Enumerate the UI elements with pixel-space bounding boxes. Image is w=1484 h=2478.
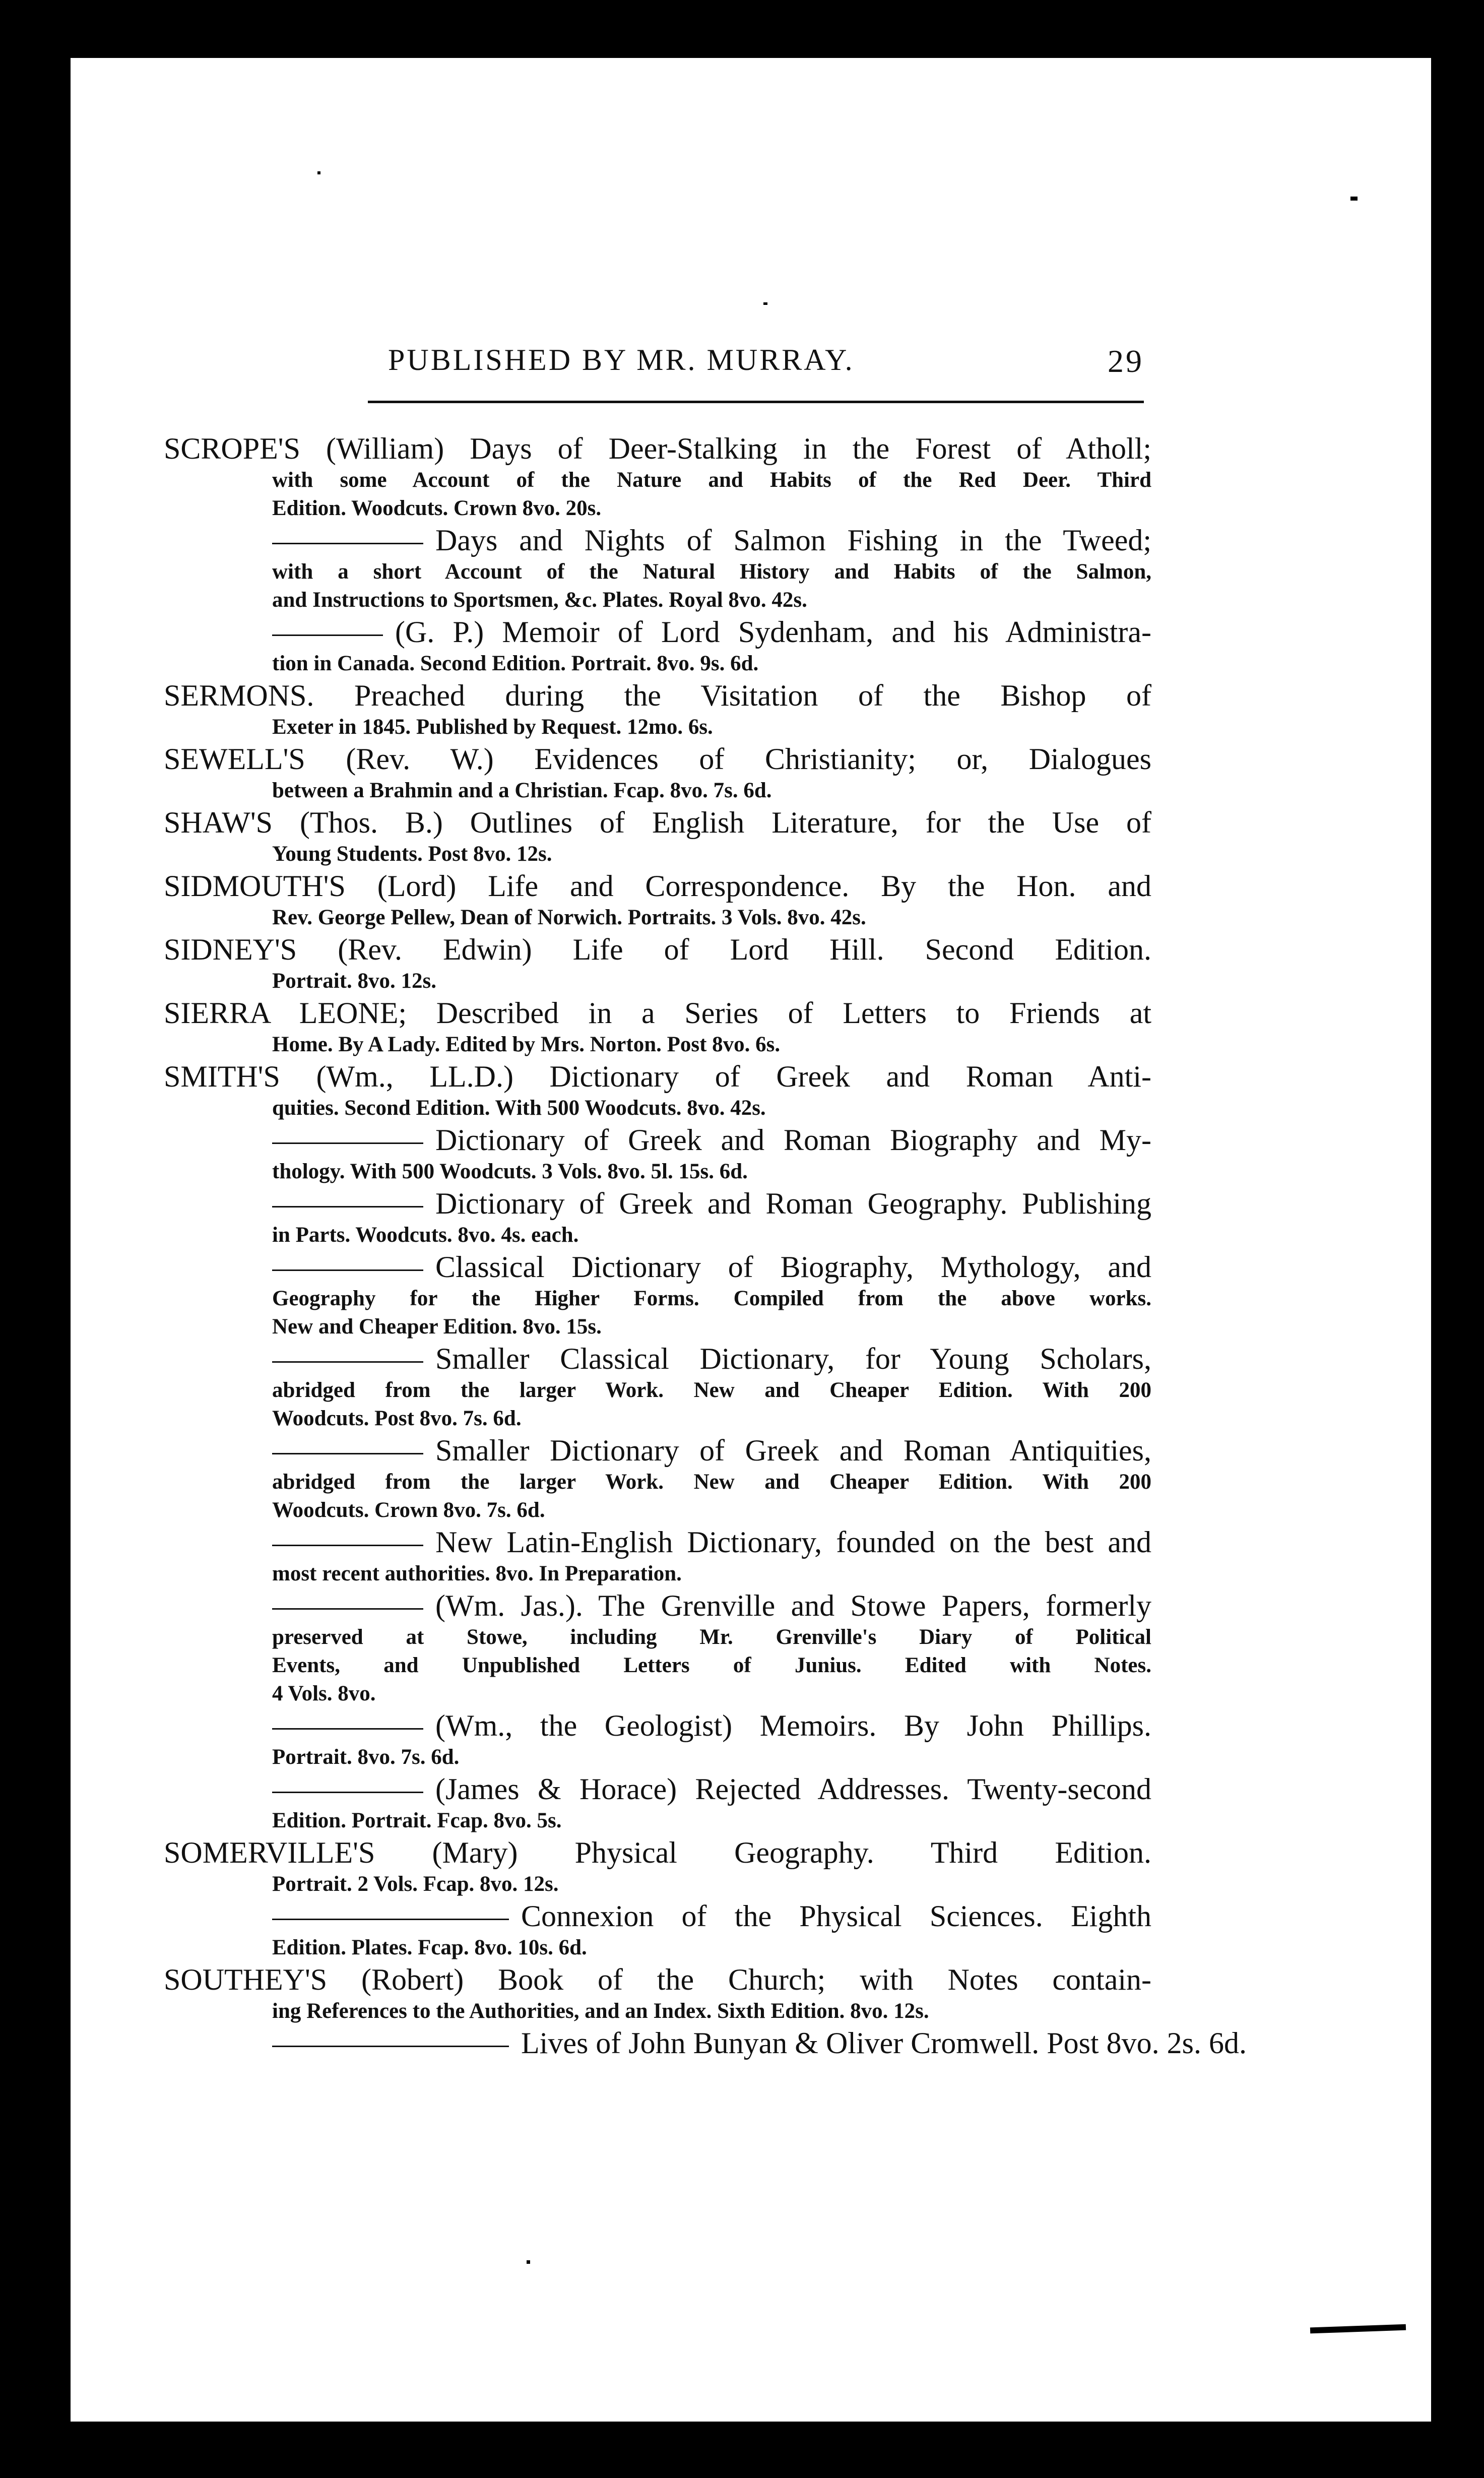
catalogue-entry (164, 1341, 1151, 1433)
entry-detail-line: with some Account of the Nature and Habits of the Red Deer. Third (272, 468, 1151, 492)
catalogue-entry (164, 1059, 1151, 1122)
catalogue-entry (164, 678, 1151, 741)
entry-continuation (164, 1898, 1151, 1934)
entry-detail-line: most recent authorities. 8vo. In Preparation. (272, 1562, 682, 1585)
entry-title-text: SMITH'S (Wm., LL.D.) Dictionary of Greek and Roman Anti- (164, 1060, 1151, 1093)
entry-details (164, 1285, 1151, 1341)
catalogue-entry (164, 1249, 1151, 1341)
catalogue-list (164, 431, 1247, 2061)
entry-heading (164, 932, 1151, 967)
entry-detail-line: Events, and Unpublished Letters of Junius. Edited with Notes. (272, 1654, 1151, 1677)
catalogue-entry (164, 2025, 1247, 2061)
entry-detail-line: preserved at Stowe, including Mr. Grenville's Diary of Political (272, 1625, 1151, 1649)
entry-continuation (164, 1524, 1151, 1560)
ditto-dash (272, 1453, 423, 1454)
entry-details (164, 777, 1151, 805)
catalogue-entry (164, 1433, 1151, 1524)
scan-speck (1350, 197, 1358, 201)
entry-title-text: SEWELL'S (Rev. W.) Evidences of Christianity; or, Dialogues (164, 742, 1151, 776)
scan-speck (763, 302, 767, 305)
entry-detail-line: Rev. George Pellew, Dean of Norwich. Portraits. 3 Vols. 8vo. 42s. (272, 906, 866, 929)
entry-detail-line: Edition. Plates. Fcap. 8vo. 10s. 6d. (272, 1936, 587, 1959)
entry-title-text: SIDNEY'S (Rev. Edwin) Life of Lord Hill. Second Edition. (164, 933, 1151, 966)
entry-title-text: Classical Dictionary of Biography, Mythology, and (435, 1250, 1151, 1284)
entry-title-text: Smaller Classical Dictionary, for Young Scholars, (435, 1342, 1151, 1375)
entry-continuation (164, 2025, 1247, 2061)
ditto-dash (272, 634, 383, 636)
entry-detail-line: with a short Account of the Natural History and Habits of the Salmon, (272, 560, 1151, 584)
entry-heading (164, 868, 1151, 904)
entry-details (164, 1094, 1151, 1122)
entry-title-text: SOMERVILLE'S (Mary) Physical Geography. Third Edition. (164, 1836, 1151, 1869)
ditto-dash (272, 1269, 423, 1271)
entry-details (164, 713, 1151, 741)
catalogue-entry (164, 741, 1151, 805)
entry-detail-line: between a Brahmin and a Christian. Fcap. 8vo. 7s. 6d. (272, 779, 772, 802)
entry-title-text: Smaller Dictionary of Greek and Roman Antiquities, (435, 1434, 1151, 1467)
entry-detail-line: Edition. Portrait. Fcap. 8vo. 5s. (272, 1809, 562, 1832)
catalogue-entry (164, 1122, 1151, 1186)
entry-details (164, 1870, 1151, 1898)
entry-details (164, 1158, 1151, 1186)
entry-detail-line: abridged from the larger Work. New and Cheaper Edition. With 200 (272, 1470, 1151, 1494)
scan-speck (527, 2260, 530, 2264)
catalogue-entry (164, 1835, 1151, 1898)
entry-details (164, 1560, 1151, 1588)
catalogue-entry (164, 1524, 1151, 1588)
ditto-dash (272, 1608, 423, 1610)
entry-details (164, 1031, 1151, 1059)
catalogue-entry (164, 1962, 1151, 2025)
entry-continuation (164, 1122, 1151, 1158)
header-title: PUBLISHED BY MR. MURRAY. (388, 343, 855, 376)
entry-detail-line: Young Students. Post 8vo. 12s. (272, 842, 552, 866)
entry-details (164, 466, 1151, 523)
entry-title-text: (G. P.) Memoir of Lord Sydenham, and his Administra- (395, 615, 1151, 649)
entry-heading (164, 805, 1151, 840)
entry-title-text: SERMONS. Preached during the Visitation of the Bishop of (164, 679, 1151, 712)
entry-details (164, 1376, 1151, 1433)
catalogue-entry (164, 431, 1151, 523)
entry-details (164, 904, 1151, 932)
entry-continuation (164, 1433, 1151, 1468)
scan-speck (317, 171, 320, 174)
ditto-dash (272, 543, 423, 544)
catalogue-entry (164, 995, 1151, 1059)
entry-detail-line: Geography for the Higher Forms. Compiled from the above works. (272, 1287, 1151, 1310)
entry-heading (164, 1835, 1151, 1870)
catalogue-entry (164, 614, 1151, 678)
ditto-dash (272, 1728, 423, 1730)
catalogue-entry (164, 1771, 1151, 1835)
ditto-dash (272, 1545, 423, 1546)
entry-heading (164, 431, 1151, 466)
ditto-dash (272, 1361, 423, 1363)
catalogue-entry (164, 1186, 1151, 1249)
catalogue-entry (164, 932, 1151, 995)
entry-title-text: SHAW'S (Thos. B.) Outlines of English Literature, for the Use of (164, 806, 1151, 839)
entry-detail-line: in Parts. Woodcuts. 8vo. 4s. each. (272, 1223, 579, 1247)
entry-detail-line: New and Cheaper Edition. 8vo. 15s. (272, 1315, 602, 1339)
entry-title-text: Dictionary of Greek and Roman Geography. Publishing (435, 1187, 1151, 1220)
entry-continuation (164, 1708, 1151, 1743)
entry-details (164, 1997, 1151, 2025)
entry-continuation (164, 614, 1151, 650)
entry-heading (164, 678, 1151, 713)
catalogue-entry (164, 1588, 1151, 1708)
entry-title-text: SCROPE'S (William) Days of Deer-Stalking in the Forest of Atholl; (164, 432, 1151, 465)
entry-details (164, 967, 1151, 995)
ditto-dash (272, 1792, 423, 1793)
entry-continuation (164, 1186, 1151, 1221)
entry-title-text: Lives of John Bunyan & Oliver Cromwell. Post 8vo. 2s. 6d. (521, 2026, 1247, 2060)
entry-title-text: SIDMOUTH'S (Lord) Life and Correspondence. By the Hon. and (164, 869, 1151, 903)
entry-detail-line: ing References to the Authorities, and an Index. Sixth Edition. 8vo. 12s. (272, 1999, 929, 2023)
ditto-dash (272, 1142, 423, 1144)
catalogue-entry (164, 868, 1151, 932)
entry-details (164, 1468, 1151, 1524)
entry-title-text: SOUTHEY'S (Robert) Book of the Church; with Notes contain- (164, 1963, 1151, 1996)
entry-detail-line: Exeter in 1845. Published by Request. 12mo. 6s. (272, 715, 713, 739)
entry-title-text: (James & Horace) Rejected Addresses. Twenty-second (435, 1772, 1151, 1806)
entry-detail-line: Edition. Woodcuts. Crown 8vo. 20s. (272, 496, 602, 520)
entry-continuation (164, 1771, 1151, 1807)
entry-continuation (164, 523, 1151, 558)
page-number: 29 (1108, 343, 1144, 379)
entry-continuation (164, 1588, 1151, 1623)
entry-title-text: (Wm. Jas.). The Grenville and Stowe Papers, formerly (435, 1589, 1151, 1622)
entry-detail-line: thology. With 500 Woodcuts. 3 Vols. 8vo. 5l. 15s. 6d. (272, 1160, 748, 1183)
entry-title-text: (Wm., the Geologist) Memoirs. By John Phillips. (435, 1709, 1151, 1742)
entry-details (164, 1743, 1151, 1771)
entry-heading (164, 995, 1151, 1031)
entry-title-text: SIERRA LEONE; Described in a Series of Letters to Friends at (164, 996, 1151, 1030)
entry-title-text: Connexion of the Physical Sciences. Eighth (521, 1899, 1151, 1933)
ditto-dash (272, 1206, 423, 1208)
entry-title-text: New Latin-English Dictionary, founded on the best and (435, 1526, 1151, 1559)
entry-heading (164, 1962, 1151, 1997)
entry-title-text: Days and Nights of Salmon Fishing in the Tweed; (435, 524, 1151, 557)
entry-detail-line: Portrait. 8vo. 7s. 6d. (272, 1745, 460, 1769)
entry-title-text: Dictionary of Greek and Roman Biography and My- (435, 1123, 1151, 1157)
entry-details (164, 558, 1151, 614)
entry-details (164, 840, 1151, 868)
entry-detail-line: tion in Canada. Second Edition. Portrait. 8vo. 9s. 6d. (272, 652, 759, 675)
catalogue-entry (164, 523, 1151, 614)
entry-detail-line: Home. By A Lady. Edited by Mrs. Norton. Post 8vo. 6s. (272, 1033, 781, 1056)
entry-details (164, 1807, 1151, 1835)
header-rule (368, 401, 1144, 403)
entry-detail-line: Portrait. 2 Vols. Fcap. 8vo. 12s. (272, 1872, 559, 1896)
ditto-dash (272, 2046, 509, 2047)
ditto-dash (272, 1919, 509, 1920)
catalogue-entry (164, 1708, 1151, 1771)
entry-detail-line: quities. Second Edition. With 500 Woodcuts. 8vo. 42s. (272, 1096, 766, 1120)
entry-detail-line: Portrait. 8vo. 12s. (272, 969, 437, 993)
entry-details (164, 650, 1151, 678)
entry-continuation (164, 1249, 1151, 1285)
catalogue-entry (164, 805, 1151, 868)
entry-detail-line: Woodcuts. Crown 8vo. 7s. 6d. (272, 1498, 545, 1522)
entry-details (164, 1623, 1151, 1708)
entry-heading (164, 741, 1151, 777)
entry-details (164, 1934, 1151, 1962)
entry-detail-line: abridged from the larger Work. New and Cheaper Edition. With 200 (272, 1378, 1151, 1402)
entry-details (164, 1221, 1151, 1249)
entry-continuation (164, 1341, 1151, 1376)
entry-detail-line: and Instructions to Sportsmen, &c. Plates. Royal 8vo. 42s. (272, 588, 807, 612)
running-header (388, 343, 1144, 383)
entry-detail-line: 4 Vols. 8vo. (272, 1682, 376, 1705)
entry-heading (164, 1059, 1151, 1094)
catalogue-entry (164, 1898, 1151, 1962)
entry-detail-line: Woodcuts. Post 8vo. 7s. 6d. (272, 1407, 522, 1430)
